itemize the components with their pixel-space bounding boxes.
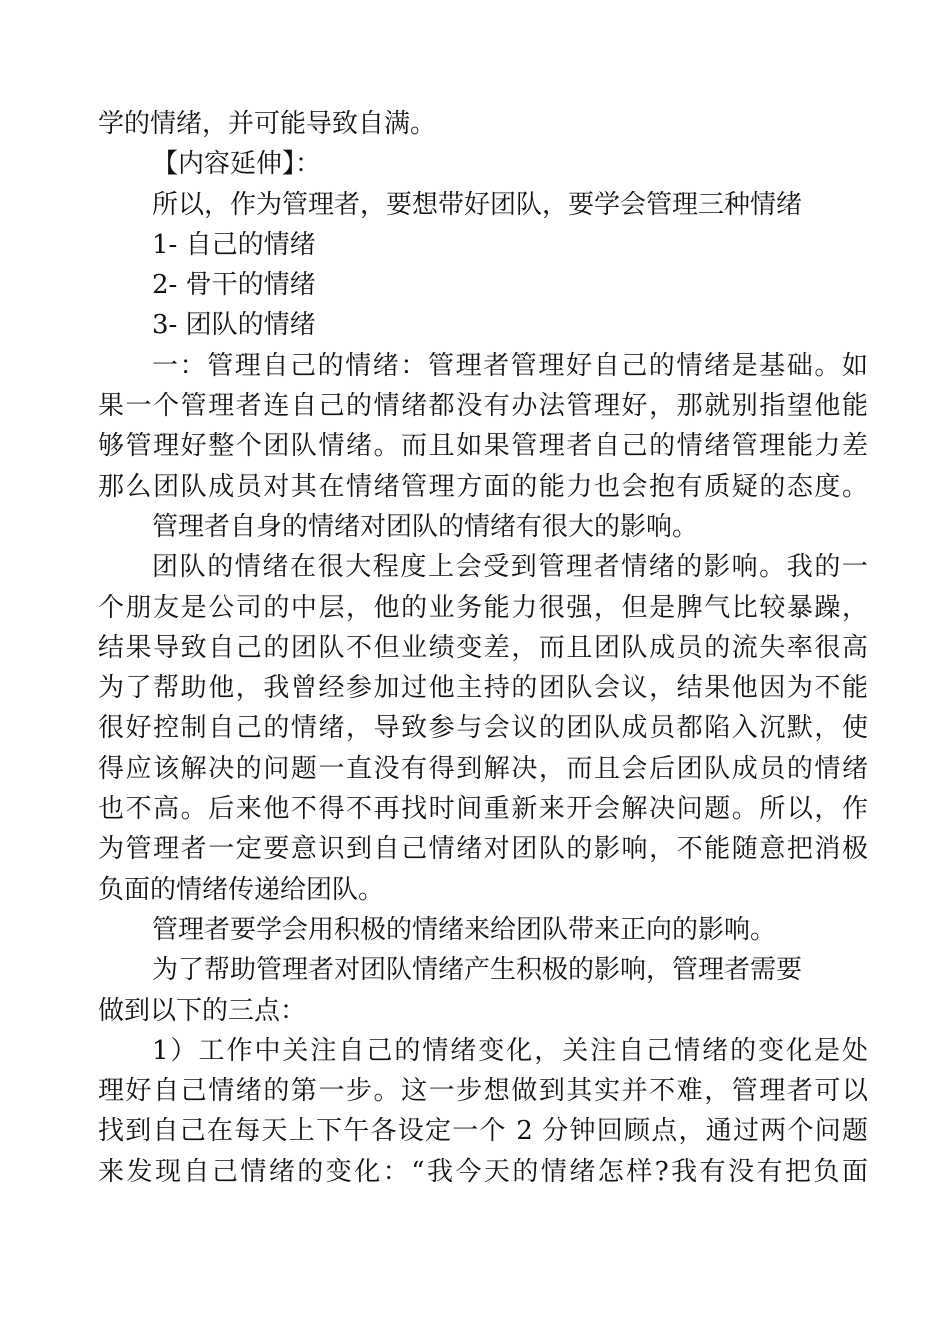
list-item: 2- 骨干的情绪 [152, 270, 316, 301]
text-line: 来发现自己情绪的变化：“我今天的情绪怎样?我有没有把负面 [98, 1156, 868, 1187]
text-line: 管理者自身的情绪对团队的情绪有很大的影响。 [152, 511, 699, 542]
text-line: 为了帮助管理者对团队情绪产生积极的影响，管理者需要 [152, 955, 803, 986]
text-line: 1）工作中关注自己的情绪变化，关注自己情绪的变化是处 [152, 1035, 868, 1066]
text-line: 个朋友是公司的中层，他的业务能力很强，但是脾气比较暴躁， [98, 592, 868, 623]
text-line: 那么团队成员对其在情绪管理方面的能力也会抱有质疑的态度。 [98, 471, 868, 502]
text-line: 果一个管理者连自己的情绪都没有办法管理好，那就别指望他能 [98, 391, 868, 422]
list-item: 3- 团队的情绪 [152, 310, 316, 341]
list-item: 1- 自己的情绪 [152, 229, 316, 260]
text-line: 管理者要学会用积极的情绪来给团队带来正向的影响。 [152, 914, 777, 945]
text-line: 也不高。后来他不得不再找时间重新来开会解决问题。所以，作 [98, 794, 868, 825]
text-line: 结果导致自己的团队不但业绩变差，而且团队成员的流失率很高 [98, 632, 868, 663]
text-line: 很好控制自己的情绪，导致参与会议的团队成员都陷入沉默，使 [98, 713, 868, 744]
text-line: 够管理好整个团队情绪。而且如果管理者自己的情绪管理能力差 [98, 431, 868, 462]
text-line: 理好自己情绪的第一步。这一步想做到其实并不难，管理者可以 [98, 1076, 868, 1107]
text-line: 做到以下的三点： [98, 995, 307, 1026]
text-line: 团队的情绪在很大程度上会受到管理者情绪的影响。我的一 [152, 552, 868, 583]
text-line: 所以，作为管理者，要想带好团队，要学会管理三种情绪 [152, 189, 803, 220]
text-line: 负面的情绪传递给团队。 [98, 874, 385, 905]
text-line: 学的情绪，并可能导致自满。 [98, 109, 437, 139]
document-page [98, 104, 868, 1192]
section-heading: 【内容延伸】： [152, 149, 322, 180]
text-line: 为管理者一定要意识到自己情绪对团队的影响，不能随意把消极 [98, 834, 868, 865]
text-line: 得应该解决的问题一直没有得到解决，而且会后团队成员的情绪 [98, 753, 868, 784]
text-line: 为了帮助他，我曾经参加过他主持的团队会议，结果他因为不能 [98, 673, 868, 704]
text-line: 一：管理自己的情绪：管理者管理好自己的情绪是基础。如 [152, 350, 868, 381]
text-line: 找到自己在每天上下午各设定一个 2 分钟回顾点，通过两个问题 [98, 1116, 868, 1147]
